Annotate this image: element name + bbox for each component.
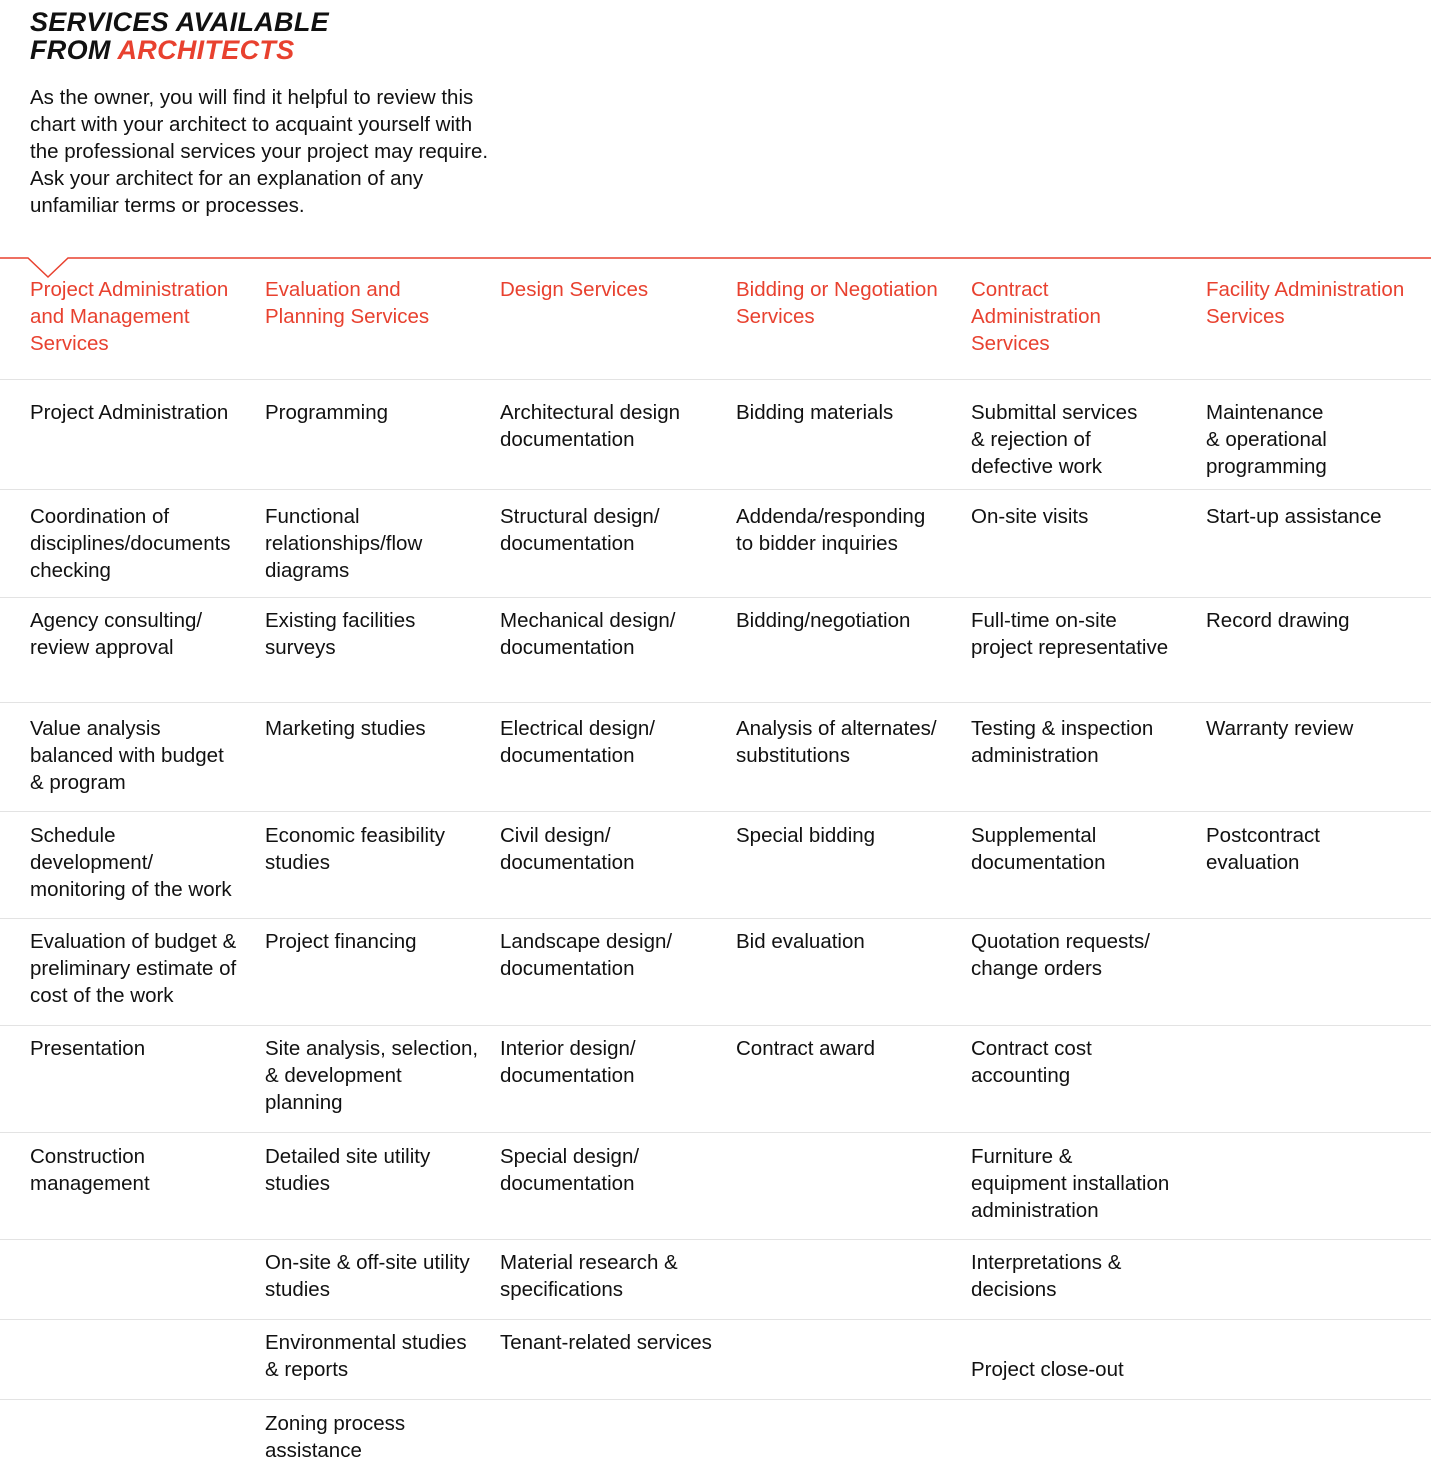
- table-cell: Coordination of disciplines/documents checking: [30, 505, 231, 582]
- column-header: Facility Administration Services: [1206, 278, 1405, 328]
- table-cell: Marketing studies: [265, 717, 426, 740]
- table-cell: Structural design/ documentation: [500, 505, 660, 555]
- table-cell: Quotation requests/ change orders: [971, 930, 1150, 980]
- table-row: [0, 1400, 1431, 1480]
- table-row: [0, 1133, 1431, 1240]
- table-row: [0, 490, 1431, 598]
- table-cell: Tenant-related services: [500, 1331, 712, 1354]
- table-cell: Mechanical design/ documentation: [500, 609, 676, 659]
- table-cell: Project Administration: [30, 401, 229, 424]
- page-title: [30, 8, 329, 64]
- table-cell: Functional relationships/flow diagrams: [265, 505, 423, 582]
- table-cell: Warranty review: [1206, 717, 1354, 740]
- table-cell: Bidding/negotiation: [736, 609, 911, 632]
- table-cell: Bid evaluation: [736, 930, 865, 953]
- table-cell: Agency consulting/ review approval: [30, 609, 203, 659]
- table-cell: Analysis of alternates/ substitutions: [736, 717, 937, 767]
- title-line-1: SERVICES AVAILABLE: [30, 7, 329, 37]
- table-row: [0, 812, 1431, 919]
- table-cell: Electrical design/ documentation: [500, 717, 655, 767]
- table-cell: Project financing: [265, 930, 417, 953]
- divider-line-with-notch: [0, 258, 1431, 277]
- table-cell: Contract award: [736, 1037, 876, 1060]
- table-row: [0, 1026, 1431, 1133]
- table-cell: Value analysis balanced with budget & program: [30, 717, 224, 794]
- table-cell: Material research & specifications: [500, 1251, 678, 1301]
- table-cell: Testing & inspection administration: [971, 717, 1154, 767]
- column-header: Project Administration and Management Services: [30, 278, 229, 355]
- table-row: [0, 703, 1431, 812]
- column-header: Bidding or Negotiation Services: [736, 278, 938, 328]
- table-cell: Postcontract evaluation: [1206, 824, 1320, 874]
- table-cell: Programming: [265, 401, 389, 424]
- table-cell: Submittal services & rejection of defective work: [971, 401, 1138, 478]
- table-cell: Interior design/ documentation: [500, 1037, 636, 1087]
- table-cell: Interpretations & decisions: [971, 1251, 1122, 1301]
- table-cell: Site analysis, selection, & development planning: [265, 1037, 479, 1114]
- table-row: [0, 598, 1431, 703]
- table-cell: Furniture & equipment installation administration: [971, 1145, 1170, 1222]
- table-cell: Evaluation of budget & preliminary estimate of cost of the work: [30, 930, 237, 1007]
- table-cell: Civil design/ documentation: [500, 824, 635, 874]
- table-cell: Record drawing: [1206, 609, 1350, 632]
- title-line-2-prefix: FROM: [30, 35, 118, 65]
- table-cell: Construction management: [30, 1145, 150, 1195]
- table-cell: Presentation: [30, 1037, 146, 1060]
- table-cell: Special design/ documentation: [500, 1145, 640, 1195]
- table-cell: Full-time on-site project representative: [971, 609, 1169, 659]
- column-header: Design Services: [500, 278, 649, 301]
- services-table: [0, 276, 1452, 1480]
- table-cell: Contract cost accounting: [971, 1037, 1092, 1087]
- table-cell: Project close-out: [971, 1358, 1124, 1381]
- table-cell: Start-up assistance: [1206, 505, 1382, 528]
- column-header: Contract Administration Services: [971, 278, 1101, 355]
- table-cell: Economic feasibility studies: [265, 824, 446, 874]
- table-cell: Environmental studies & reports: [265, 1331, 467, 1381]
- table-cell: Architectural design documentation: [500, 401, 681, 451]
- table-row: [0, 919, 1431, 1026]
- title-line-2-accent: ARCHITECTS: [117, 35, 295, 65]
- table-cell: Landscape design/ documentation: [500, 930, 673, 980]
- table-cell: Existing facilities surveys: [265, 609, 416, 659]
- table-header-row: [0, 276, 1431, 380]
- table-row: [0, 1240, 1431, 1320]
- table-cell: On-site visits: [971, 505, 1089, 528]
- table-cell: On-site & off-site utility studies: [265, 1251, 470, 1301]
- table-cell: Detailed site utility studies: [265, 1145, 431, 1195]
- table-cell: Addenda/responding to bidder inquiries: [736, 505, 926, 555]
- table-row: [0, 1320, 1431, 1400]
- intro-paragraph: As the owner, you will find it helpful to review this chart with your architect to acquaint yourself with the professional services your project may require. Ask your architect for an explanation of any unfamiliar terms or processes.: [30, 86, 489, 217]
- table-cell: Maintenance & operational programming: [1206, 401, 1327, 478]
- table-cell: Bidding materials: [736, 401, 894, 424]
- table-cell: Supplemental documentation: [971, 824, 1106, 874]
- table-cell: Zoning process assistance: [265, 1412, 406, 1462]
- table-cell: Special bidding: [736, 824, 876, 847]
- table-cell: Schedule development/ monitoring of the work: [30, 824, 232, 901]
- table-row: [0, 380, 1431, 490]
- column-header: Evaluation and Planning Services: [265, 278, 430, 328]
